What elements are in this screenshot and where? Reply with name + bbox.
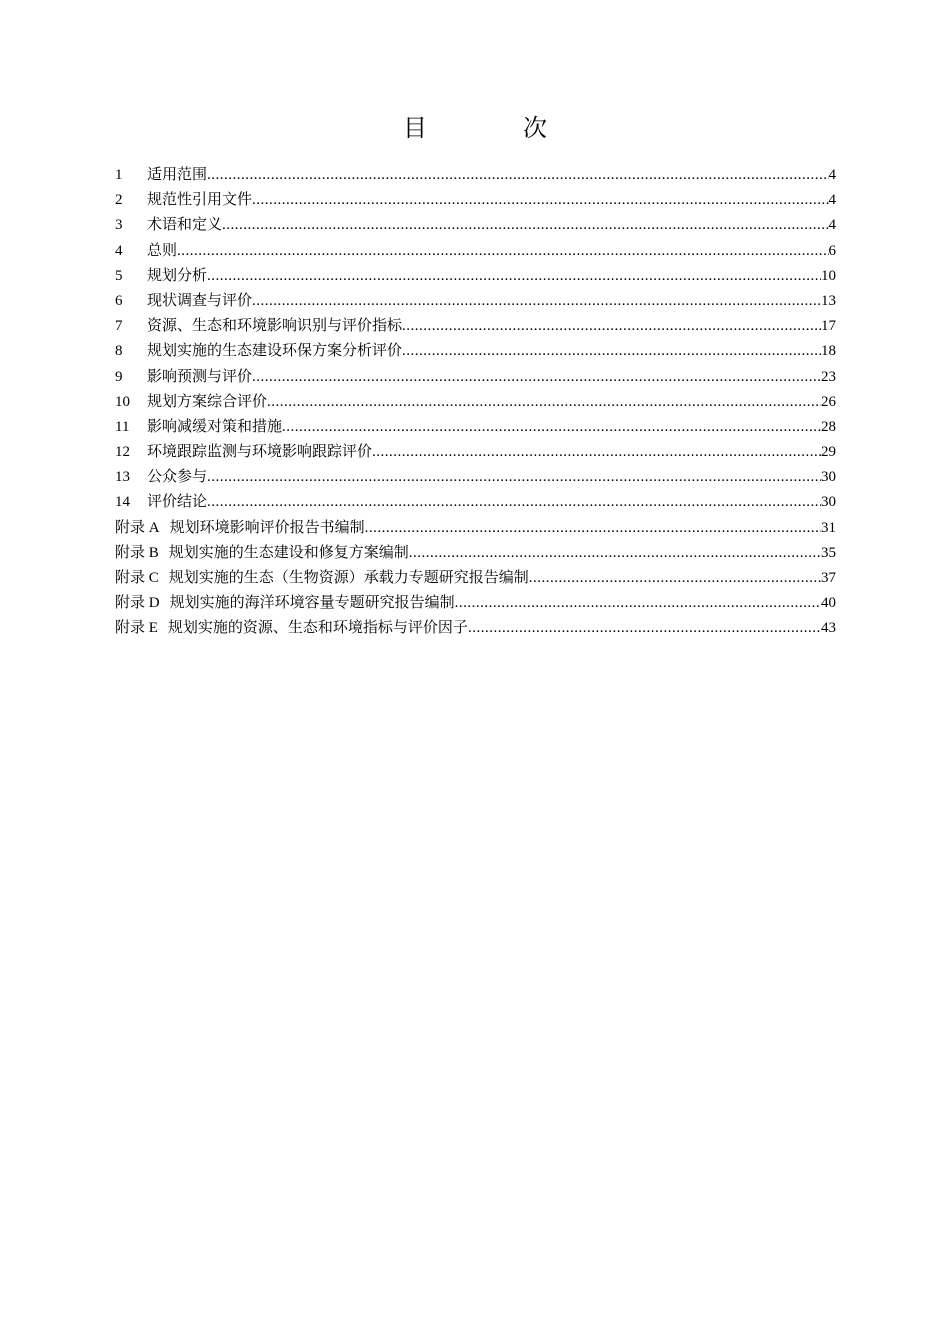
- toc-entry-title: 适用范围: [147, 167, 208, 183]
- toc-entry-title: 环境跟踪监测与环境影响跟踪评价: [147, 444, 373, 461]
- toc-entry-number: 12: [115, 444, 130, 461]
- toc-entry-number: 附录 C: [115, 570, 159, 586]
- toc-entry-title: 资源、生态和环境影响识别与评价指标: [147, 318, 403, 335]
- toc-entry-number: 1: [115, 167, 123, 183]
- toc-entry-page: 18: [821, 343, 836, 360]
- toc-dot-leader: [282, 415, 821, 440]
- toc-entry-page: 43: [821, 620, 836, 637]
- toc-entry-page: 31: [821, 519, 836, 536]
- toc-dot-leader: [402, 314, 821, 339]
- toc-entry-11[interactable]: [115, 415, 836, 440]
- toc-entry-number: 5: [115, 267, 123, 284]
- toc-entry-title: 规范性引用文件: [147, 192, 253, 209]
- toc-entry-title: 规划实施的生态建设和修复方案编制: [168, 544, 409, 561]
- toc-entry-title: 影响减缓对策和措施: [147, 418, 283, 435]
- toc-dot-leader: [372, 440, 821, 465]
- toc-entry-page: 30: [821, 494, 836, 511]
- toc-entry-appendix-b[interactable]: [115, 541, 836, 566]
- toc-entry-number: 8: [115, 343, 123, 360]
- toc-entry-page: 37: [821, 570, 836, 586]
- toc-entry-page: 4: [828, 167, 836, 183]
- toc-entry-number: 3: [115, 217, 123, 234]
- toc-entry-number: 9: [115, 368, 123, 385]
- toc-dot-leader: [207, 465, 821, 490]
- toc-entry-page: 40: [821, 595, 836, 612]
- toc-dot-leader: [177, 239, 828, 264]
- toc-entry-8[interactable]: [115, 339, 836, 364]
- toc-dot-leader: [222, 213, 828, 238]
- toc-entry-number: 6: [115, 292, 123, 309]
- toc-entry-appendix-d[interactable]: [115, 591, 836, 616]
- toc-entry-10[interactable]: [115, 390, 836, 415]
- toc-dot-leader: [409, 541, 821, 566]
- toc-dot-leader: [252, 188, 828, 213]
- toc-entry-page: 17: [821, 318, 836, 335]
- toc-entry-13[interactable]: [115, 465, 836, 490]
- toc-entry-number: 附录 B: [115, 544, 159, 561]
- toc-entry-appendix-e[interactable]: [115, 616, 836, 641]
- toc-entry-title: 规划实施的海洋环境容量专题研究报告编制: [169, 595, 455, 612]
- toc-entry-appendix-c[interactable]: [115, 566, 836, 591]
- toc-entry-page: 29: [821, 444, 836, 461]
- toc-entry-title: 规划实施的生态建设环保方案分析评价: [147, 343, 403, 360]
- toc-entry-3[interactable]: [115, 213, 836, 238]
- toc-entry-number: 13: [115, 469, 130, 486]
- toc-dot-leader: [468, 616, 821, 641]
- toc-entry-6[interactable]: [115, 289, 836, 314]
- toc-entry-number: 10: [115, 393, 130, 410]
- toc-entry-title: 总则: [147, 242, 178, 259]
- toc-entry-number: 7: [115, 318, 123, 335]
- toc-entry-number: 2: [115, 192, 123, 209]
- toc-dot-leader: [365, 516, 821, 541]
- toc-entry-title: 现状调查与评价: [147, 292, 253, 309]
- toc-dot-leader: [455, 591, 821, 616]
- toc-entry-title: 影响预测与评价: [147, 368, 253, 385]
- toc-entry-number: 4: [115, 242, 123, 259]
- toc-entry-title: 规划方案综合评价: [147, 393, 268, 410]
- toc-dot-leader: [207, 163, 828, 188]
- toc-entry-page: 23: [821, 368, 836, 385]
- toc-entry-page: 30: [821, 469, 836, 486]
- toc-entry-page: 28: [821, 418, 836, 435]
- toc-dot-leader: [402, 339, 821, 364]
- toc-entry-number: 附录 E: [115, 620, 158, 637]
- toc-entry-title: 术语和定义: [147, 217, 223, 234]
- toc-dot-leader: [252, 289, 821, 314]
- toc-entry-page: 10: [821, 267, 836, 284]
- toc-entry-title: 规划分析: [147, 267, 208, 284]
- toc-entry-1[interactable]: [115, 163, 836, 188]
- toc-dot-leader: [207, 264, 821, 289]
- toc-entry-page: 26: [821, 393, 836, 410]
- toc-entry-number: 附录 D: [115, 595, 160, 612]
- toc-entry-5[interactable]: [115, 264, 836, 289]
- toc-entry-appendix-a[interactable]: [115, 516, 836, 541]
- toc-entry-title: 评价结论: [147, 494, 208, 511]
- toc-dot-leader: [207, 490, 821, 515]
- toc-entry-number: 11: [115, 418, 130, 435]
- toc-dot-leader: [267, 390, 821, 415]
- toc-entry-title: 规划实施的生态（生物资源）承载力专题研究报告编制: [168, 570, 529, 586]
- toc-entry-title: 规划环境影响评价报告书编制: [169, 519, 365, 536]
- toc-dot-leader: [252, 365, 821, 390]
- toc-entry-page: 4: [828, 192, 836, 209]
- toc-entry-14[interactable]: [115, 490, 836, 515]
- toc-entry-number: 附录 A: [115, 519, 160, 536]
- toc-entry-7[interactable]: [115, 314, 836, 339]
- toc-title: 目 次: [403, 114, 583, 142]
- toc-list: [115, 163, 836, 642]
- toc-entry-4[interactable]: [115, 239, 836, 264]
- toc-entry-2[interactable]: [115, 188, 836, 213]
- toc-entry-page: 6: [828, 242, 836, 259]
- toc-entry-page: 13: [821, 292, 836, 309]
- toc-entry-9[interactable]: [115, 365, 836, 390]
- toc-dot-leader: [529, 566, 821, 591]
- toc-entry-page: 4: [828, 217, 836, 234]
- toc-entry-title: 公众参与: [147, 469, 208, 486]
- toc-entry-title: 规划实施的资源、生态和环境指标与评价因子: [167, 620, 468, 637]
- toc-entry-page: 35: [821, 544, 836, 561]
- toc-entry-number: 14: [115, 494, 130, 511]
- toc-entry-12[interactable]: [115, 440, 836, 465]
